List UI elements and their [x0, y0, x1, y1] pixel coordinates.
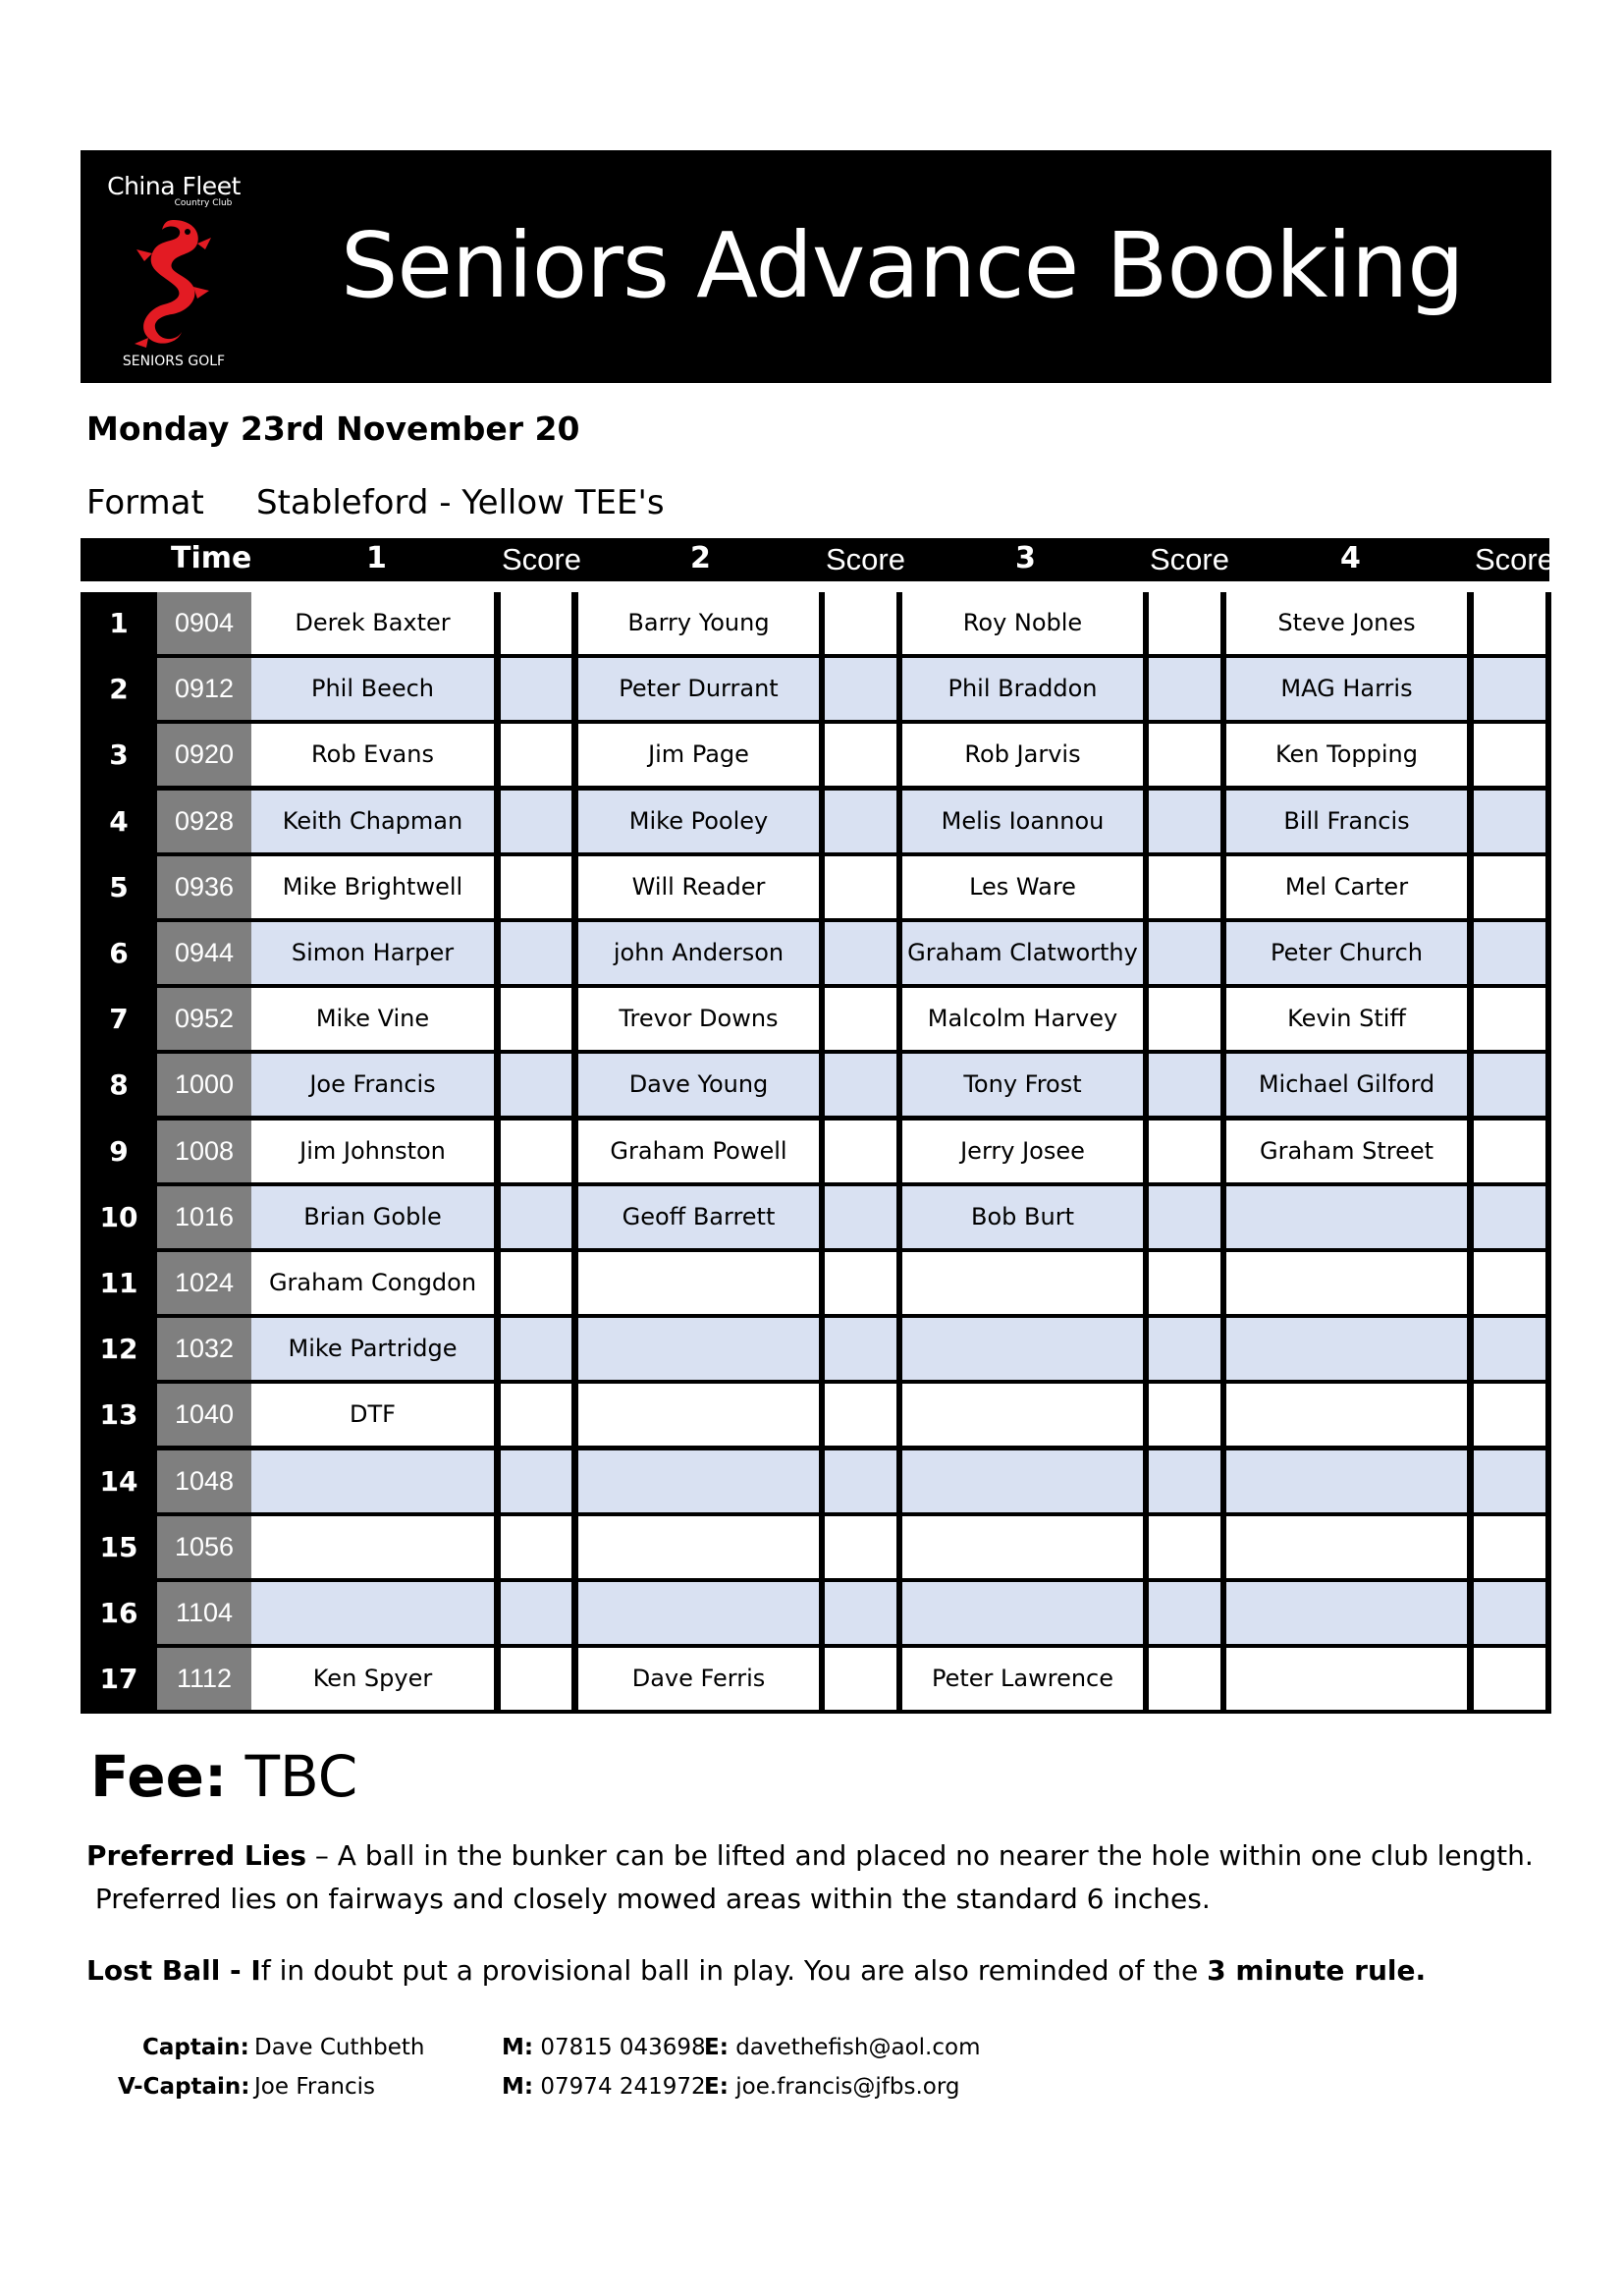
score-box-4[interactable]	[1474, 1186, 1545, 1248]
score-box-1[interactable]	[501, 1648, 571, 1710]
score-box-3[interactable]	[1149, 922, 1220, 984]
table-row	[81, 1450, 1551, 1515]
player-slot-3[interactable]: Bob Burt	[902, 1186, 1143, 1248]
score-box-4[interactable]	[1474, 1054, 1545, 1116]
tee-time: 1104	[157, 1582, 251, 1644]
table-row	[81, 1582, 1551, 1647]
row-number: 16	[99, 1597, 138, 1629]
player-slot-2[interactable]	[578, 1384, 819, 1446]
header-time: Time	[171, 541, 252, 575]
score-box-1[interactable]	[501, 1121, 571, 1182]
score-box-3[interactable]	[1149, 1054, 1220, 1116]
score-box-1[interactable]	[501, 1186, 571, 1248]
tee-time: 1024	[157, 1252, 251, 1314]
player-slot-2[interactable]: Mike Pooley	[578, 791, 819, 852]
player-slot-1[interactable]	[251, 1516, 494, 1578]
tee-time: 1032	[157, 1318, 251, 1380]
player-slot-2[interactable]: Dave Young	[578, 1054, 819, 1116]
three-minute-rule: 3 minute rule.	[1207, 1954, 1427, 1987]
player-slot-1[interactable]: Brian Goble	[251, 1186, 494, 1248]
score-box-4[interactable]	[1474, 1450, 1545, 1512]
fee-label: Fee:	[90, 1743, 228, 1810]
score-box-3[interactable]	[1149, 1516, 1220, 1578]
player-slot-3[interactable]	[902, 1516, 1143, 1578]
player-slot-4[interactable]: Kevin Stiff	[1226, 988, 1467, 1050]
player-slot-2[interactable]	[578, 1516, 819, 1578]
row-number: 12	[99, 1333, 138, 1366]
table-row	[81, 1318, 1551, 1383]
player-slot-3[interactable]: Les Ware	[902, 856, 1143, 918]
preferred-lies-text-2: Preferred lies on fairways and closely mowed areas within the standard 6 inches.	[86, 1883, 1211, 1915]
fee-value: TBC	[244, 1743, 358, 1810]
score-box-4[interactable]	[1474, 1318, 1545, 1380]
club-logo	[100, 160, 247, 371]
score-box-2[interactable]	[825, 856, 896, 918]
player-slot-4[interactable]: Peter Church	[1226, 922, 1467, 984]
player-slot-4[interactable]	[1226, 1318, 1467, 1380]
player-slot-4[interactable]: Graham Street	[1226, 1121, 1467, 1182]
lost-ball-text: f in doubt put a provisional ball in play. You are also reminded of the	[260, 1954, 1208, 1987]
player-slot-1[interactable]: Graham Congdon	[251, 1252, 494, 1314]
score-box-3[interactable]	[1149, 856, 1220, 918]
score-box-4[interactable]	[1474, 1648, 1545, 1710]
player-slot-3[interactable]	[902, 1318, 1143, 1380]
player-slot-4[interactable]	[1226, 1252, 1467, 1314]
tee-time: 1048	[157, 1450, 251, 1512]
score-box-4[interactable]	[1474, 1582, 1545, 1644]
player-slot-3[interactable]: Jerry Josee	[902, 1121, 1143, 1182]
score-box-2[interactable]	[825, 658, 896, 720]
table-row	[81, 658, 1551, 723]
preferred-lies-text: – A ball in the bunker can be lifted and placed no nearer the hole within one club length.	[306, 1839, 1534, 1872]
player-slot-4[interactable]: MAG Harris	[1226, 658, 1467, 720]
score-box-4[interactable]	[1474, 791, 1545, 852]
score-box-1[interactable]	[501, 988, 571, 1050]
score-box-2[interactable]	[825, 1186, 896, 1248]
row-number: 11	[99, 1267, 138, 1299]
score-box-3[interactable]	[1149, 658, 1220, 720]
table-row	[81, 791, 1551, 855]
table-row	[81, 1516, 1551, 1581]
captain-mobile: M: 07815 043698	[502, 2035, 706, 2060]
player-slot-2[interactable]: Will Reader	[578, 856, 819, 918]
logo-brand: China Fleet	[107, 172, 241, 200]
vice-captain-role: V-Captain:	[118, 2074, 250, 2100]
logo-footer: SENIORS GOLF	[122, 354, 226, 369]
table-row	[81, 592, 1551, 657]
player-slot-3[interactable]: Peter Lawrence	[902, 1648, 1143, 1710]
score-box-3[interactable]	[1149, 1648, 1220, 1710]
score-box-4[interactable]	[1474, 1516, 1545, 1578]
player-slot-3[interactable]: Tony Frost	[902, 1054, 1143, 1116]
score-box-1[interactable]	[501, 658, 571, 720]
player-slot-1[interactable]	[251, 1582, 494, 1644]
score-box-2[interactable]	[825, 1252, 896, 1314]
vice-captain-email[interactable]: E: joe.francis@jfbs.org	[704, 2074, 960, 2100]
captain-name: Dave Cuthbeth	[254, 2035, 425, 2060]
player-slot-4[interactable]	[1226, 1450, 1467, 1512]
player-slot-1[interactable]: Mike Brightwell	[251, 856, 494, 918]
score-box-2[interactable]	[825, 592, 896, 654]
header-score-4: Score	[1475, 542, 1554, 576]
table-row	[81, 1186, 1551, 1251]
player-slot-2[interactable]	[578, 1582, 819, 1644]
score-box-3[interactable]	[1149, 1450, 1220, 1512]
captain-role: Captain:	[142, 2035, 249, 2060]
score-box-1[interactable]	[501, 1384, 571, 1446]
score-box-4[interactable]	[1474, 922, 1545, 984]
score-box-3[interactable]	[1149, 592, 1220, 654]
score-box-3[interactable]	[1149, 1582, 1220, 1644]
player-slot-3[interactable]	[902, 1384, 1143, 1446]
event-date: Monday 23rd November 20	[86, 410, 580, 448]
header-score-1: Score	[502, 542, 581, 576]
row-number: 7	[109, 1003, 129, 1036]
table-row	[81, 1648, 1551, 1713]
score-box-1[interactable]	[501, 1450, 571, 1512]
player-slot-3[interactable]: Phil Braddon	[902, 658, 1143, 720]
score-box-2[interactable]	[825, 1318, 896, 1380]
player-slot-2[interactable]: Peter Durrant	[578, 658, 819, 720]
player-slot-4[interactable]	[1226, 1648, 1467, 1710]
player-slot-4[interactable]	[1226, 1186, 1467, 1248]
score-box-3[interactable]	[1149, 1318, 1220, 1380]
player-slot-2[interactable]: Barry Young	[578, 592, 819, 654]
player-slot-4[interactable]	[1226, 1384, 1467, 1446]
format-value: Stableford - Yellow TEE's	[256, 483, 665, 522]
player-slot-3[interactable]	[902, 1252, 1143, 1314]
tee-time: 1016	[157, 1186, 251, 1248]
score-box-4[interactable]	[1474, 1121, 1545, 1182]
table-row	[81, 1252, 1551, 1317]
format-label: Format	[86, 483, 204, 522]
player-slot-1[interactable]: Phil Beech	[251, 658, 494, 720]
player-slot-4[interactable]: Bill Francis	[1226, 791, 1467, 852]
score-box-2[interactable]	[825, 1121, 896, 1182]
fee	[90, 1743, 357, 1810]
tee-time: 0912	[157, 658, 251, 720]
score-box-1[interactable]	[501, 1516, 571, 1578]
player-slot-1[interactable]: Jim Johnston	[251, 1121, 494, 1182]
table-header	[81, 538, 1554, 581]
row-number: 2	[109, 673, 129, 706]
score-box-2[interactable]	[825, 1648, 896, 1710]
row-number: 1	[109, 607, 129, 639]
player-slot-1[interactable]: Mike Vine	[251, 988, 494, 1050]
player-slot-1[interactable]: Derek Baxter	[251, 592, 494, 654]
table-row	[81, 856, 1551, 921]
tee-time: 1040	[157, 1384, 251, 1446]
player-slot-1[interactable]: Keith Chapman	[251, 791, 494, 852]
score-box-3[interactable]	[1149, 988, 1220, 1050]
player-slot-4[interactable]: Ken Topping	[1226, 724, 1467, 786]
player-slot-4[interactable]	[1226, 1516, 1467, 1578]
score-box-3[interactable]	[1149, 791, 1220, 852]
row-number: 10	[99, 1200, 138, 1233]
player-slot-2[interactable]: Trevor Downs	[578, 988, 819, 1050]
player-slot-4[interactable]: Michael Gilford	[1226, 1054, 1467, 1116]
row-number: 13	[99, 1398, 138, 1432]
score-box-3[interactable]	[1149, 1121, 1220, 1182]
player-slot-3[interactable]: Melis Ioannou	[902, 791, 1143, 852]
score-box-2[interactable]	[825, 1582, 896, 1644]
score-box-1[interactable]	[501, 1054, 571, 1116]
score-box-2[interactable]	[825, 988, 896, 1050]
row-number: 6	[109, 937, 129, 969]
page-title: Seniors Advance Booking	[341, 213, 1464, 318]
row-number: 4	[109, 804, 129, 838]
score-box-4[interactable]	[1474, 658, 1545, 720]
vice-captain-name: Joe Francis	[254, 2074, 376, 2100]
table-row	[81, 724, 1551, 789]
score-box-4[interactable]	[1474, 1252, 1545, 1314]
captain-email[interactable]: E: davethefish@aol.com	[704, 2035, 981, 2060]
score-box-1[interactable]	[501, 791, 571, 852]
row-number: 17	[99, 1663, 138, 1696]
dragon-icon	[129, 214, 219, 352]
score-box-2[interactable]	[825, 922, 896, 984]
score-box-2[interactable]	[825, 1516, 896, 1578]
player-slot-1[interactable]: Joe Francis	[251, 1054, 494, 1116]
table-row	[81, 1121, 1551, 1185]
score-box-2[interactable]	[825, 1384, 896, 1446]
score-box-4[interactable]	[1474, 724, 1545, 786]
header-banner	[81, 150, 1551, 383]
score-box-2[interactable]	[825, 1450, 896, 1512]
row-number: 14	[99, 1464, 138, 1498]
lost-ball-label: Lost Ball - I	[86, 1954, 261, 1987]
player-slot-2[interactable]	[578, 1252, 819, 1314]
score-box-3[interactable]	[1149, 1186, 1220, 1248]
player-slot-1[interactable]: Mike Partridge	[251, 1318, 494, 1380]
tee-time-table	[81, 592, 1551, 1714]
player-slot-2[interactable]: Graham Powell	[578, 1121, 819, 1182]
player-slot-2[interactable]: Geoff Barrett	[578, 1186, 819, 1248]
score-box-4[interactable]	[1474, 1384, 1545, 1446]
row-number: 9	[109, 1134, 129, 1168]
table-row	[81, 1054, 1551, 1119]
score-box-1[interactable]	[501, 592, 571, 654]
preferred-lies-note-2	[86, 1883, 1211, 1915]
score-box-1[interactable]	[501, 1252, 571, 1314]
tee-time: 0936	[157, 856, 251, 918]
player-slot-2[interactable]: john Anderson	[578, 922, 819, 984]
tee-time: 1056	[157, 1516, 251, 1578]
preferred-lies-label: Preferred Lies	[86, 1839, 306, 1872]
player-slot-1[interactable]: Ken Spyer	[251, 1648, 494, 1710]
player-slot-3[interactable]: Rob Jarvis	[902, 724, 1143, 786]
row-number: 8	[109, 1068, 129, 1102]
player-slot-3[interactable]: Roy Noble	[902, 592, 1143, 654]
player-slot-1[interactable]: Simon Harper	[251, 922, 494, 984]
score-box-1[interactable]	[501, 1318, 571, 1380]
player-slot-2[interactable]: Jim Page	[578, 724, 819, 786]
score-box-2[interactable]	[825, 724, 896, 786]
player-slot-1[interactable]	[251, 1450, 494, 1512]
score-box-2[interactable]	[825, 1054, 896, 1116]
tee-time: 1112	[157, 1648, 251, 1710]
table-row	[81, 1384, 1551, 1449]
tee-time: 1008	[157, 1121, 251, 1182]
score-box-1[interactable]	[501, 724, 571, 786]
tee-time: 1000	[157, 1054, 251, 1116]
header-group-1: 1	[366, 541, 387, 575]
tee-time: 0952	[157, 988, 251, 1050]
player-slot-2[interactable]	[578, 1450, 819, 1512]
header-score-2: Score	[826, 542, 905, 576]
header-group-2: 2	[690, 541, 711, 575]
tee-time: 0944	[157, 922, 251, 984]
score-box-1[interactable]	[501, 856, 571, 918]
score-box-2[interactable]	[825, 791, 896, 852]
player-slot-4[interactable]	[1226, 1582, 1467, 1644]
row-number: 5	[109, 870, 129, 903]
tee-time: 0928	[157, 791, 251, 852]
player-slot-3[interactable]	[902, 1582, 1143, 1644]
score-box-1[interactable]	[501, 922, 571, 984]
player-slot-4[interactable]: Mel Carter	[1226, 856, 1467, 918]
table-row	[81, 922, 1551, 987]
header-group-4: 4	[1340, 541, 1361, 575]
preferred-lies-note	[86, 1839, 1534, 1872]
player-slot-4[interactable]: Steve Jones	[1226, 592, 1467, 654]
table-row	[81, 988, 1551, 1053]
player-slot-1[interactable]: DTF	[251, 1384, 494, 1446]
player-slot-2[interactable]	[578, 1318, 819, 1380]
score-box-4[interactable]	[1474, 988, 1545, 1050]
player-slot-1[interactable]: Rob Evans	[251, 724, 494, 786]
score-box-3[interactable]	[1149, 1252, 1220, 1314]
lost-ball-note	[86, 1954, 1426, 1987]
score-box-3[interactable]	[1149, 724, 1220, 786]
row-number: 15	[99, 1530, 138, 1563]
logo-sub: Country Club	[174, 198, 233, 208]
player-slot-3[interactable]: Malcolm Harvey	[902, 988, 1143, 1050]
score-box-4[interactable]	[1474, 592, 1545, 654]
score-box-3[interactable]	[1149, 1384, 1220, 1446]
vice-captain-mobile: M: 07974 241972	[502, 2074, 706, 2100]
row-number: 3	[109, 738, 129, 772]
player-slot-3[interactable]: Graham Clatworthy	[902, 922, 1143, 984]
tee-time: 0904	[157, 592, 251, 654]
player-slot-2[interactable]: Dave Ferris	[578, 1648, 819, 1710]
header-score-3: Score	[1150, 542, 1229, 576]
score-box-1[interactable]	[501, 1582, 571, 1644]
score-box-4[interactable]	[1474, 856, 1545, 918]
player-slot-3[interactable]	[902, 1450, 1143, 1512]
header-group-3: 3	[1015, 541, 1036, 575]
tee-time: 0920	[157, 724, 251, 786]
